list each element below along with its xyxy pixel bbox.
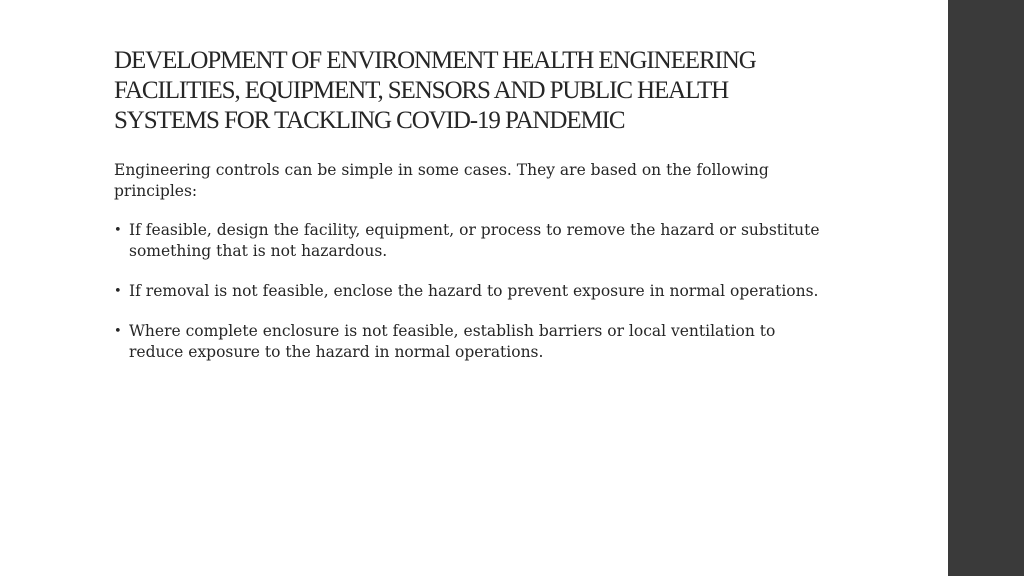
intro-paragraph: Engineering controls can be simple in some cases. They are based on the following principles:: [114, 161, 769, 200]
side-band: [948, 0, 1024, 576]
bullet-icon: •: [114, 284, 122, 299]
slide-title: [114, 46, 834, 136]
bullet-item: [114, 220, 834, 262]
title-line: DEVELOPMENT OF ENVIRONMENT HEALTH ENGINEERING: [114, 47, 756, 74]
bullet-text: If removal is not feasible, enclose the hazard to prevent exposure in normal operations.: [129, 282, 819, 300]
bullet-item: [114, 281, 834, 302]
bullet-list: [114, 220, 834, 363]
title-line: FACILITIES, EQUIPMENT, SENSORS AND PUBLIC HEALTH: [114, 77, 729, 104]
bullet-item: [114, 321, 834, 363]
bullet-icon: •: [114, 223, 122, 238]
slide-content: [114, 46, 834, 382]
bullet-text: If feasible, design the facility, equipment, or process to remove the hazard or substitute something that is not hazardous.: [129, 221, 820, 260]
bullet-text: Where complete enclosure is not feasible, establish barriers or local ventilation to reduce exposure to the hazard in normal operations.: [129, 322, 776, 361]
title-line: SYSTEMS FOR TACKLING COVID-19 PANDEMIC: [114, 107, 625, 134]
bullet-icon: •: [114, 324, 122, 339]
